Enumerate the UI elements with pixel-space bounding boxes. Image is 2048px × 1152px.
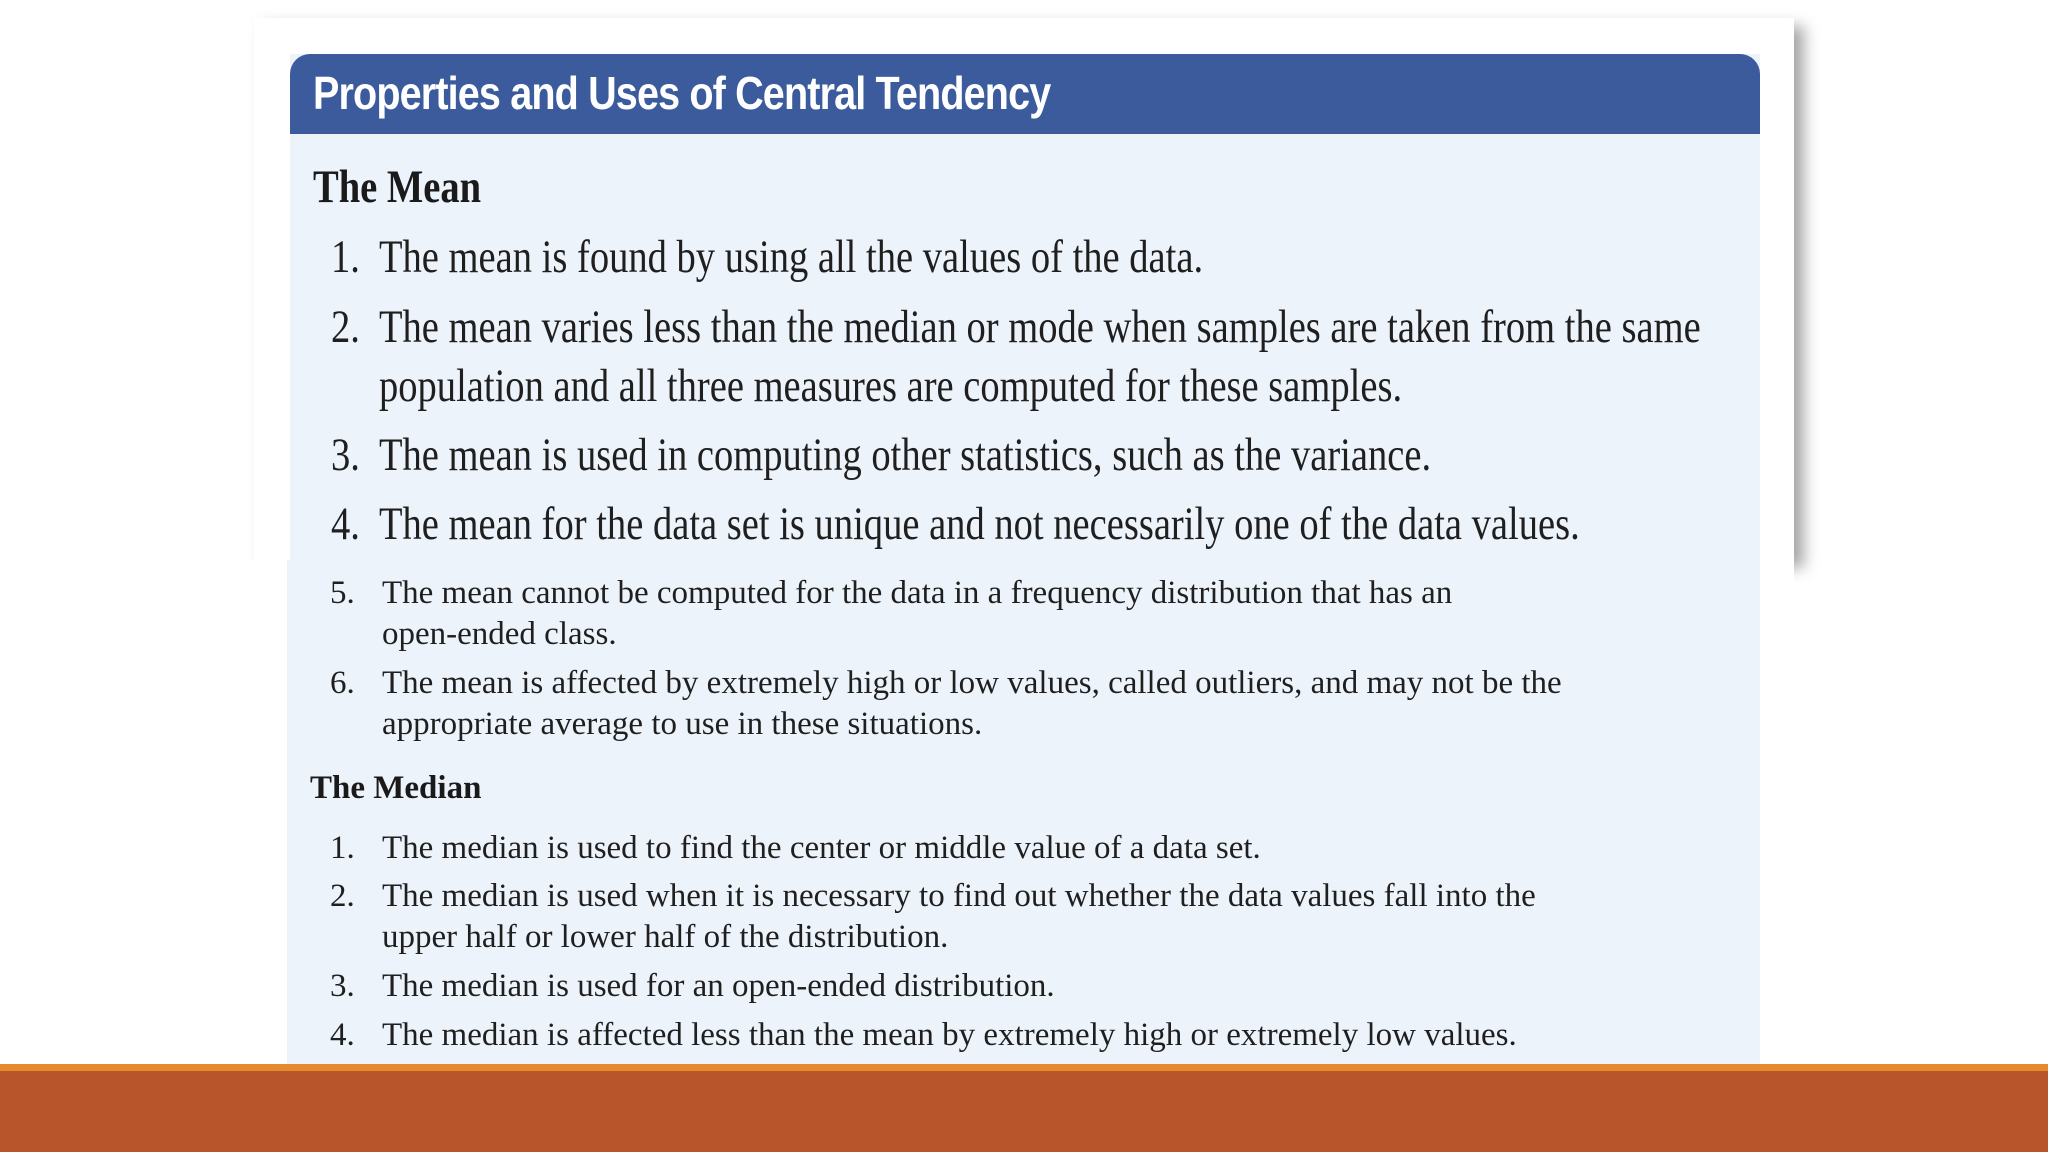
list-number: 6. [330,665,355,701]
list-number: 4. [331,498,360,550]
list-text: The median is used to find the center or middle value of a data set. [382,830,1261,866]
list-number: 1. [330,830,355,866]
list-text-continued: population and all three measures are computed for these samples. [379,360,1403,412]
list-number: 5. [330,575,355,611]
list-text-continued: appropriate average to use in these situations. [382,706,983,742]
list-number: 1. [331,231,360,283]
list-item [330,1015,1750,1056]
list-item [331,228,1731,287]
list-number: 2. [331,301,360,353]
list-text: The mean cannot be computed for the data in a frequency distribution that has an [382,575,1453,611]
list-item [331,426,1731,485]
list-text: The median is affected less than the mean by extremely high or extremely low values. [382,1017,1517,1053]
footer-accent-line [0,1064,2048,1071]
list-text: The mean is found by using all the values of the data. [379,231,1204,283]
list-item [330,573,1750,655]
footer-bar [0,1071,2048,1152]
list-text: The median is used when it is necessary to find out whether the data values fall into the [382,878,1536,914]
list-number: 3. [331,429,360,481]
list-item [330,828,1750,869]
list-text: The median is used for an open-ended distribution. [382,968,1055,1004]
list-text: The mean varies less than the median or mode when samples are taken from the same [379,301,1701,353]
section-title-median: The Median [310,770,482,806]
list-item [330,663,1750,745]
list-text: The mean is used in computing other statistics, such as the variance. [379,429,1432,481]
list-text: The mean for the data set is unique and not necessarily one of the data values. [379,498,1580,550]
list-text: The mean is affected by extremely high or low values, called outliers, and may not be the [382,665,1562,701]
list-item [330,966,1750,1007]
list-text-continued: upper half or lower half of the distribution. [382,919,949,955]
list-item [331,495,1731,554]
list-text-continued: open-ended class. [382,616,617,652]
list-number: 3. [330,968,355,1004]
list-item [331,298,1731,416]
list-item [330,876,1750,958]
page-title: Properties and Uses of Central Tendency [313,67,1051,119]
list-number: 2. [330,878,355,914]
list-number: 4. [330,1017,355,1053]
section-title-mean: The Mean [313,161,482,213]
